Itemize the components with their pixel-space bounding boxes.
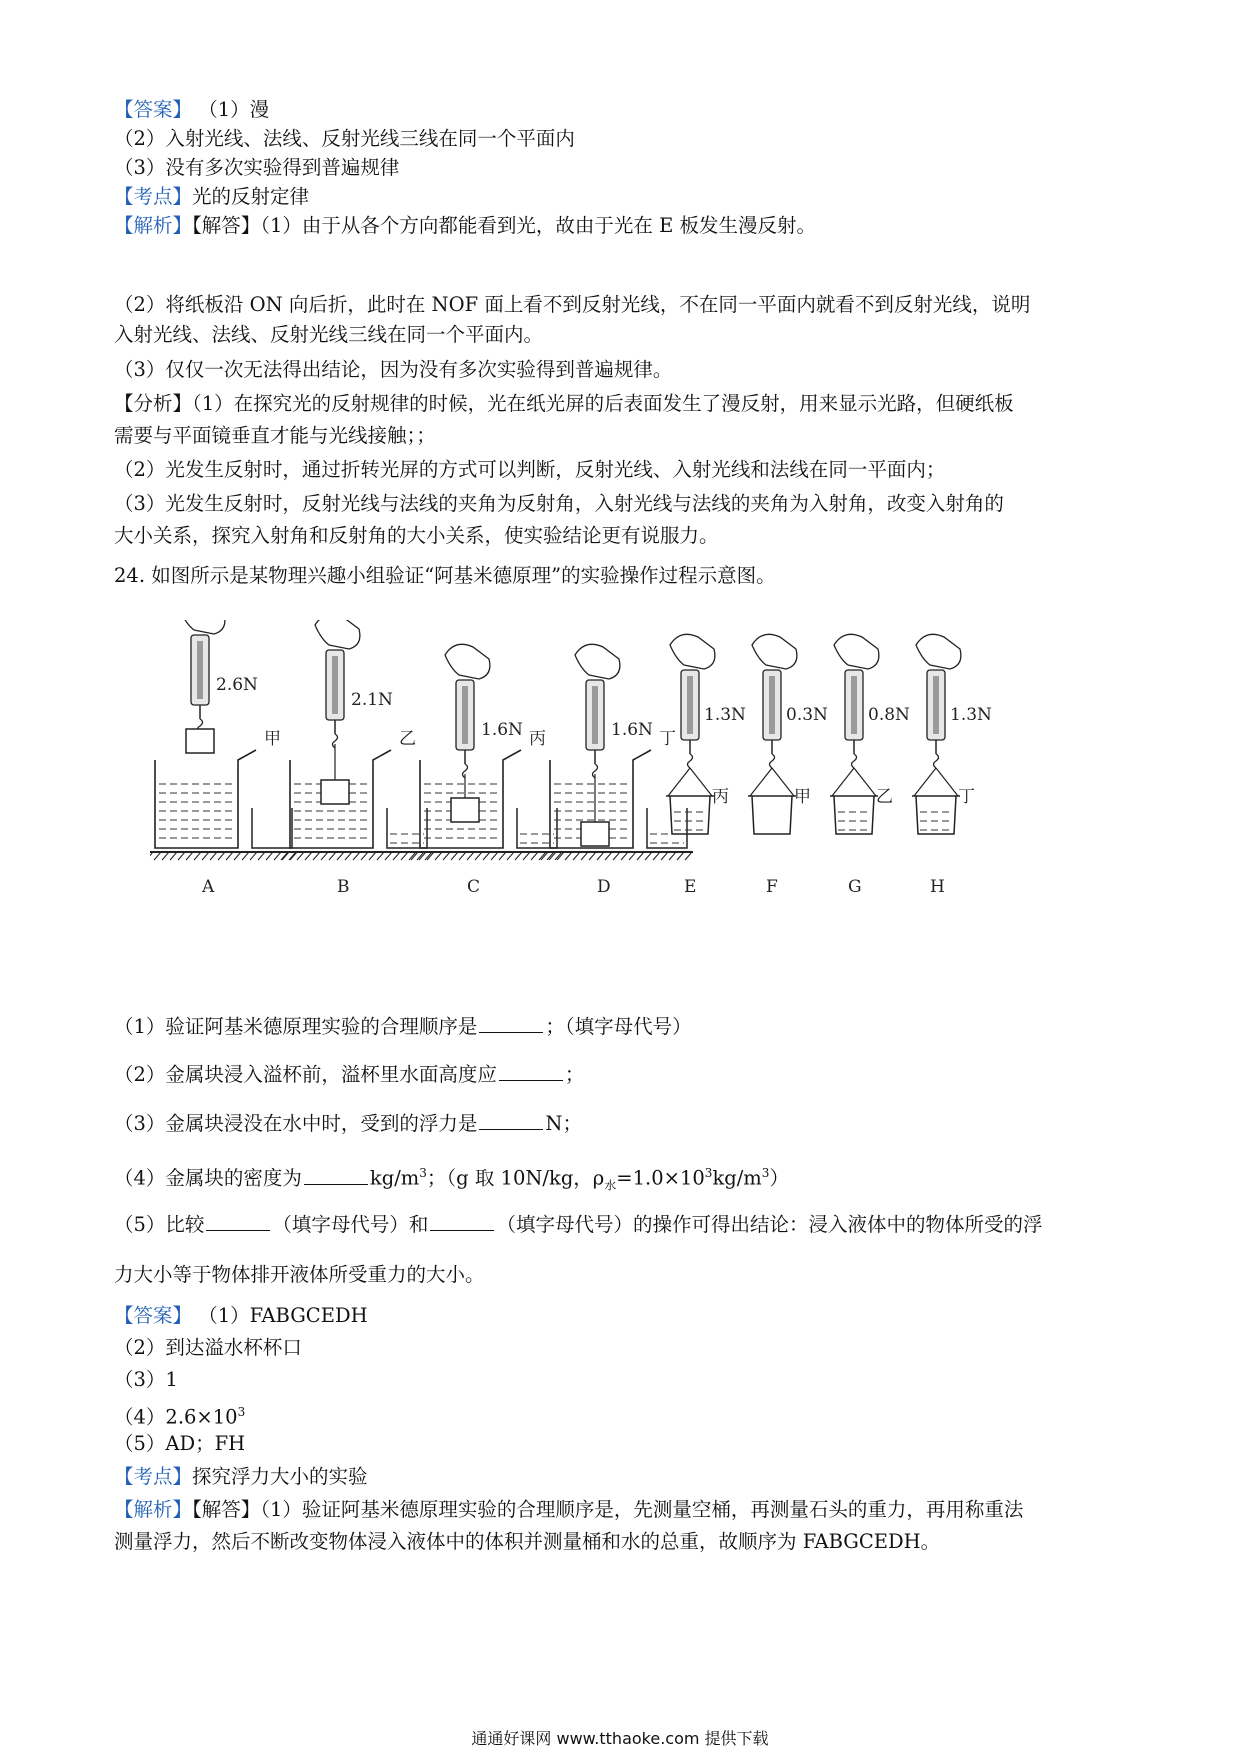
scale-reading: 0.8N <box>868 705 910 725</box>
bucket-label: 甲 <box>264 729 281 749</box>
panel-letter: A <box>202 877 215 897</box>
scale-reading: 1.6N <box>611 720 653 740</box>
answer-24-line-5: （5）AD；FH <box>114 1432 246 1455</box>
bucket-label: 丁 <box>659 729 676 749</box>
hand-icon <box>752 634 797 669</box>
panel-letter: B <box>337 877 350 897</box>
bucket-label: 乙 <box>876 787 893 807</box>
question-part-4: （4）金属块的密度为 $kg/m^3$；（g 取 10N/kg，$\rho_水=1.0\times 10^3kg/m^3$） <box>114 1158 789 1200</box>
jiexi-line-4: （3）仅仅一次无法得出结论，因为没有多次实验得到普遍规律。 <box>114 358 673 381</box>
answer-blank <box>430 1210 494 1231</box>
answer-blank <box>206 1210 270 1231</box>
question-part-1: （1）验证阿基米德原理实验的合理顺序是 ；（填字母代号） <box>114 1012 692 1042</box>
answer-tag: 【答案】 <box>114 1304 193 1327</box>
fenxi-line-4: （3）光发生反射时，反射光线与法线的夹角为反射角，入射光线与法线的夹角为入射角，改变入射角的 <box>114 492 1004 515</box>
question-part-2: （2）金属块浸入溢杯前，溢杯里水面高度应 ； <box>114 1060 584 1090</box>
panel-G <box>830 634 910 897</box>
question-part-5: （5）比较 （填字母代号）和 （填字母代号）的操作可得出结论：浸入液体中的物体所受的浮 <box>114 1210 1042 1240</box>
hand-icon <box>445 644 490 679</box>
scale-reading: 1.3N <box>950 705 992 725</box>
scale-reading: 2.6N <box>216 675 258 695</box>
answer-24-line-4: $(4)2.6\times 10^3$ <box>114 1405 246 1429</box>
archimedes-experiment-figure <box>150 620 1130 920</box>
small-bucket-icon <box>387 808 427 848</box>
fenxi-line-3: （2）光发生反射时，通过折转光屏的方式可以判断，反射光线、入射光线和法线在同一平面内； <box>114 458 946 481</box>
metal-block-icon <box>321 780 349 804</box>
fenxi-line-5: 大小关系，探究入射角和反射角的大小关系，使实验结论更有说服力。 <box>114 524 719 547</box>
hand-icon <box>315 620 360 649</box>
jiexi-24-line-1: 【解析】【解答】（1）验证阿基米德原理实验的合理顺序是，先测量空桶，再测量石头的重力，再用称重法 <box>114 1498 1024 1521</box>
page-footer: 通通好课网 www.tthaoke.com 提供下载 <box>471 1729 769 1748</box>
bucket-label: 丙 <box>712 787 729 807</box>
panel-B <box>281 620 433 897</box>
metal-block-icon <box>451 798 479 822</box>
kaodian-tag: 【考点】 <box>114 185 193 208</box>
panel-letter: C <box>467 877 481 897</box>
scale-reading: 1.3N <box>704 705 746 725</box>
small-bucket-icon <box>252 808 292 848</box>
panel-F <box>748 634 828 897</box>
jiexi-line-2: （2）将纸板沿 ON 向后折，此时在 NOF 面上看不到反射光线，不在同一平面内就看不到反射光线，说明 <box>114 293 1031 316</box>
panel-C <box>411 644 563 897</box>
answer-24-line-3: （3）1 <box>114 1368 178 1391</box>
panel-letter: G <box>848 877 862 897</box>
question-part-5-cont: 力大小等于物体排开液体所受重力的大小。 <box>114 1263 485 1286</box>
answer-blank <box>499 1060 563 1081</box>
bucket-label: 丙 <box>529 729 546 749</box>
small-bucket-icon <box>647 808 687 848</box>
scale-reading: 2.1N <box>351 690 393 710</box>
answer-line-1: 【答案】 （1）漫 <box>114 98 270 121</box>
question-24-stem: 24. 如图所示是某物理兴趣小组验证“阿基米德原理”的实验操作过程示意图。 <box>114 564 776 587</box>
kaodian-line: 【考点】光的反射定律 <box>114 185 310 208</box>
jiexi-tag: 【解析】 <box>114 214 193 237</box>
hand-icon <box>916 634 961 669</box>
panel-letter: D <box>597 877 611 897</box>
question-part-3: （3）金属块浸没在水中时，受到的浮力是 N； <box>114 1109 582 1139</box>
small-bucket-icon <box>912 796 960 834</box>
panel-A <box>150 620 298 897</box>
small-bucket-icon <box>830 796 878 834</box>
answer-24-line-2: （2）到达溢水杯杯口 <box>114 1336 302 1359</box>
panel-D <box>541 644 693 897</box>
overflow-cup-icon <box>155 750 256 848</box>
scale-reading: 0.3N <box>786 705 828 725</box>
hand-icon <box>180 620 225 634</box>
panel-letter: E <box>684 877 697 897</box>
answer-tag: 【答案】 <box>114 98 193 121</box>
jiexi-line-1: 【解析】【解答】（1）由于从各个方向都能看到光，故由于光在 E 板发生漫反射。 <box>114 214 817 237</box>
jiexi-tag: 【解析】 <box>114 1498 193 1521</box>
hand-icon <box>670 634 715 669</box>
kaodian-tag: 【考点】 <box>114 1465 193 1488</box>
metal-block-icon <box>581 822 609 846</box>
kaodian-24-line: 【考点】探究浮力大小的实验 <box>114 1465 368 1488</box>
panel-letter: H <box>930 877 945 897</box>
fenxi-line-2: 需要与平面镜垂直才能与光线接触；； <box>114 424 436 447</box>
hand-icon <box>834 634 879 669</box>
small-bucket-icon <box>666 796 714 834</box>
answer-line-3: （3）没有多次实验得到普遍规律 <box>114 156 400 179</box>
bucket-label: 乙 <box>399 729 416 749</box>
scale-reading: 1.6N <box>481 720 523 740</box>
answer-blank <box>304 1164 368 1185</box>
panel-E <box>666 634 746 897</box>
answer-blank <box>479 1109 543 1130</box>
bucket-label: 甲 <box>794 787 811 807</box>
panel-letter: F <box>766 877 778 897</box>
metal-block-icon <box>186 729 214 753</box>
panel-H <box>912 634 992 897</box>
hand-icon <box>575 644 620 679</box>
jiexi-line-3: 入射光线、法线、反射光线三线在同一个平面内。 <box>114 323 544 346</box>
bucket-label: 丁 <box>958 787 975 807</box>
jiexi-24-line-2: 测量浮力，然后不断改变物体浸入液体中的体积并测量桶和水的总重，故顺序为 FABGCEDH。 <box>114 1530 941 1553</box>
answer-line-2: （2）入射光线、法线、反射光线三线在同一个平面内 <box>114 127 575 150</box>
answer-24-line-1: 【答案】 （1）FABGCEDH <box>114 1304 368 1327</box>
small-bucket-icon <box>517 808 557 848</box>
answer-blank <box>479 1012 543 1033</box>
small-bucket-icon <box>748 796 796 834</box>
fenxi-line-1: 【分析】（1）在探究光的反射规律的时候，光在纸光屏的后表面发生了漫反射，用来显示光路，但硬纸板 <box>114 392 1014 415</box>
